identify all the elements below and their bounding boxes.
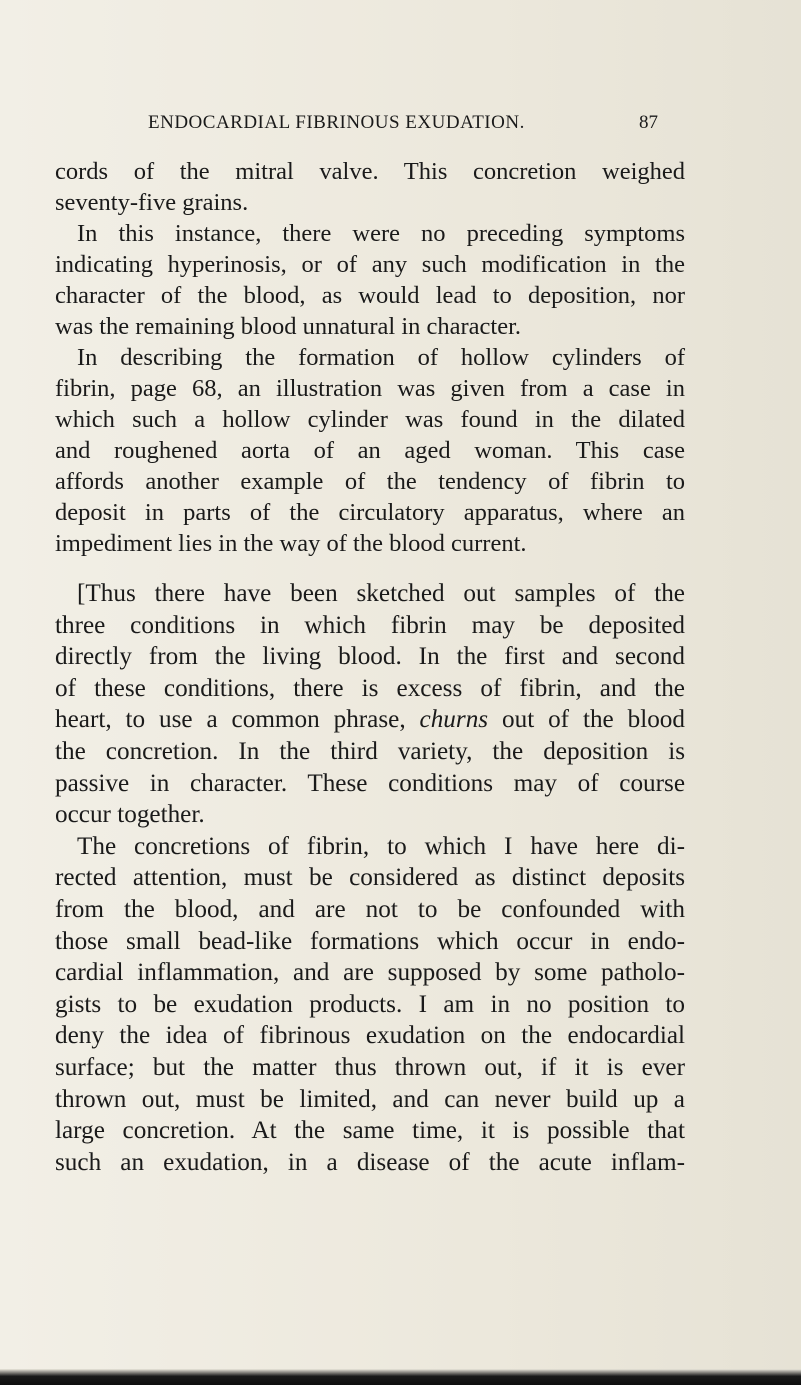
italic-word: churns <box>419 706 489 734</box>
text-line: which such a hollow cylinder was found in the dilated <box>55 406 685 433</box>
text-line: surface; but the matter thus thrown out, if it is ever <box>55 1053 685 1081</box>
text-line: gists to be exudation products. I am in no position to <box>55 990 685 1018</box>
text-line: the concretion. In the third variety, the deposition is <box>55 737 685 765</box>
text-line: fibrin, page 68, an illustration was given from a case in <box>55 375 685 402</box>
text-line: from the blood, and are not to be confounded with <box>55 895 685 923</box>
text-line: rected attention, must be considered as distinct deposits <box>55 864 685 892</box>
text-line: heart, to use a common phrase, churns out of the blood <box>55 706 685 734</box>
paragraph-5 <box>55 831 685 1179</box>
text-line: those small bead-like formations which occur in endo- <box>55 927 685 955</box>
body-text <box>55 156 685 1178</box>
text-line: In this instance, there were no preceding symptoms <box>77 220 685 247</box>
text-line: three conditions in which fibrin may be deposited <box>55 611 685 639</box>
page-number: 87 <box>639 112 658 133</box>
text-line: cardial inflammation, and are supposed by some patholo- <box>55 959 685 987</box>
text-line: deny the idea of fibrinous exudation on the endocardial <box>55 1022 685 1050</box>
running-title: ENDOCARDIAL FIBRINOUS EXUDATION. <box>148 112 525 133</box>
text-line: In describing the formation of hollow cylinders of <box>77 344 685 371</box>
text-line: large concretion. At the same time, it is possible that <box>55 1117 685 1145</box>
paragraph-2 <box>55 218 685 342</box>
text-line: such an exudation, in a disease of the acute inflam- <box>55 1148 685 1176</box>
scan-edge-shadow <box>0 1369 801 1385</box>
paragraph-4 <box>55 578 685 831</box>
paragraph-1 <box>55 156 685 218</box>
text-line: The concretions of fibrin, to which I have here di- <box>77 832 685 860</box>
text-line: affords another example of the tendency of fibrin to <box>55 468 685 495</box>
text-line: occur together. <box>55 801 205 829</box>
text-line: seventy-five grains. <box>55 189 249 216</box>
text-line: impediment lies in the way of the blood current. <box>55 530 527 557</box>
paragraph-gap <box>55 559 685 578</box>
text-line: of these conditions, there is excess of fibrin, and the <box>55 674 685 702</box>
paragraph-3 <box>55 342 685 559</box>
running-head <box>148 112 658 140</box>
text-line: and roughened aorta of an aged woman. This case <box>55 437 685 464</box>
text-line: thrown out, must be limited, and can never build up a <box>55 1085 685 1113</box>
text-line: deposit in parts of the circulatory apparatus, where an <box>55 499 685 526</box>
text-line: cords of the mitral valve. This concretion weighed <box>55 158 685 185</box>
text-line: [Thus there have been sketched out samples of the <box>77 580 685 607</box>
text-line: was the remaining blood unnatural in character. <box>55 313 522 340</box>
text-line: directly from the living blood. In the first and second <box>55 643 685 671</box>
text-line: character of the blood, as would lead to deposition, nor <box>55 282 685 309</box>
text-line: indicating hyperinosis, or of any such modification in the <box>55 251 685 278</box>
text-line: passive in character. These conditions may of course <box>55 769 685 797</box>
